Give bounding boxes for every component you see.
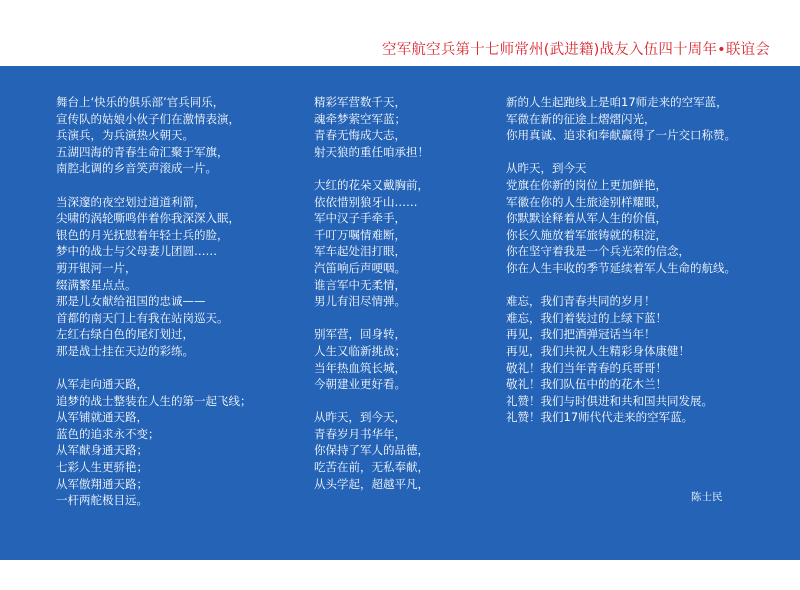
poem-line: 你在坚守着我是一个兵光荣的信念， [506,244,690,259]
poem-line: 人生又临新挑战； [314,343,406,358]
poem-line: 梦中的战士与父母妻儿团圆…… [56,244,217,259]
poem-line: 五湖四海的青春生命汇聚于军旗， [56,144,229,159]
poem-line: 你长久施放着军旅铸就的积淀， [506,227,667,242]
poem-line: 难忘，我们着装过的上绿下蓝！ [506,310,667,325]
poem-line: 别军营，回身转， [314,327,406,342]
poem-line: 追梦的战士整装在人生的第一起飞线； [56,393,252,408]
poem-stanza [56,376,252,509]
poem-line: 左红右绿白色的尾灯划过， [56,327,194,342]
poem-stanza [506,94,736,144]
poem-line: 南腔北调的乡音笑声滚成一片。 [56,161,217,176]
poem-stanza [314,177,429,310]
poem-line: 一杆两舵极目远。 [56,493,148,508]
poem-line: 敬礼！我们队伍中的的花木兰！ [506,377,667,392]
poem-line: 难忘，我们青春共同的岁月！ [506,294,656,309]
poem-line: 依依惜别狼牙山…… [314,194,418,209]
poem-line: 你用真诚、追求和奉献赢得了一片交口称赞。 [506,128,736,143]
poem-line: 军中汉子手牵手， [314,211,406,226]
poem-stanza [506,160,736,276]
poem-line: 礼赞！我们与时俱进和共和国共同发展。 [506,393,713,408]
poem-stanza [314,94,429,160]
poem-line: 军车起处泪打眼， [314,244,406,259]
poem-line: 青春无悔成大志， [314,128,406,143]
poem-line: 谁言军中无柔情， [314,277,406,292]
page-title: 空军航空兵第十七师常州(武进籍)战友入伍四十周年•联谊会 [382,42,770,58]
poem-line: 从昨天，到今天 [506,161,587,176]
poem-line: 从军傲翔通天路； [56,476,148,491]
poem-line: 吃苦在前，无私奉献， [314,460,429,475]
poem-line: 魂牵梦萦空军蓝； [314,111,406,126]
poem-column-1 [56,94,252,525]
poem-column-3 [506,94,736,442]
poem-line: 新的人生起跑线上是咱17师走来的空军蓝， [506,95,728,109]
poem-line: 射天狼的重任咱承担！ [314,144,429,159]
poem-line: 当深邃的夜空划过道道利箭， [56,194,206,209]
poem-column-2 [314,94,429,509]
poem-line: 首都的南天门上有我在站岗巡天。 [56,310,229,325]
poem-stanza [314,326,429,392]
poem-line: 从军走向通天路， [56,377,148,392]
poem-line: 缀满繁星点点。 [56,277,137,292]
poem-panel [0,66,800,560]
poem-line: 再见，我们把酒弹冠话当年！ [506,327,656,342]
poem-stanza [314,409,429,492]
poem-line: 从昨天，到今天， [314,410,406,425]
poem-stanza [506,293,736,426]
poem-line: 那是战士挂在天边的彩练。 [56,343,194,358]
poem-line: 你默默诠释着从军人生的价值， [506,211,667,226]
poem-line: 礼赞！我们17师代代走来的空军蓝。 [506,410,694,425]
poem-line: 蓝色的追求永不变； [56,426,160,441]
poem-line: 尖啸的涡轮嘶鸣伴着你我深深入眠， [56,211,240,226]
author-signature: 陈士民 [691,491,723,503]
poem-line: 大红的花朵又戴胸前， [314,177,429,192]
poem-stanza [56,194,252,360]
poem-line: 军微在新的征途上熠熠闪光， [506,111,656,126]
poem-line: 千叮万嘱情难断， [314,227,406,242]
poem-line: 当年热血筑长城， [314,360,406,375]
poem-line: 那是儿女献给祖国的忠诚—— [56,294,206,309]
poem-line: 再见，我们共祝人生精彩身体康健！ [506,343,690,358]
poem-line: 军徽在你的人生旅途别样耀眼， [506,194,667,209]
poem-line: 银色的月光抚慰着年轻士兵的脸， [56,227,229,242]
poem-line: 你保持了军人的品德， [314,443,429,458]
poem-line: 青春岁月书华年， [314,426,406,441]
poem-line: 兵演兵，为兵演热火朝天。 [56,128,194,143]
poem-line: 宣传队的姑娘小伙子们在激情表演， [56,111,240,126]
poem-line: 男儿有泪尽情弹。 [314,294,406,309]
poem-line: 剪开银河一片， [56,260,137,275]
poem-line: 从军铺就通天路， [56,410,148,425]
poem-line: 舞台上‘快乐的俱乐部’官兵同乐， [56,95,225,109]
poem-line: 党旗在你新的岗位上更加鲜艳， [506,177,667,192]
poem-line: 从头学起，超越平凡， [314,476,429,491]
poem-line: 汽笛响后声哽咽。 [314,260,406,275]
poem-line: 七彩人生更骄艳； [56,460,148,475]
poem-line: 精彩军营数千天， [314,95,406,109]
poem-line: 敬礼！我们当年青春的兵哥哥！ [506,360,667,375]
poem-stanza [56,94,252,177]
poem-line: 今朝建业更好看。 [314,377,406,392]
poem-line: 你在人生丰收的季节延续着军人生命的航线。 [506,260,736,275]
poem-line: 从军献身通天路； [56,443,148,458]
